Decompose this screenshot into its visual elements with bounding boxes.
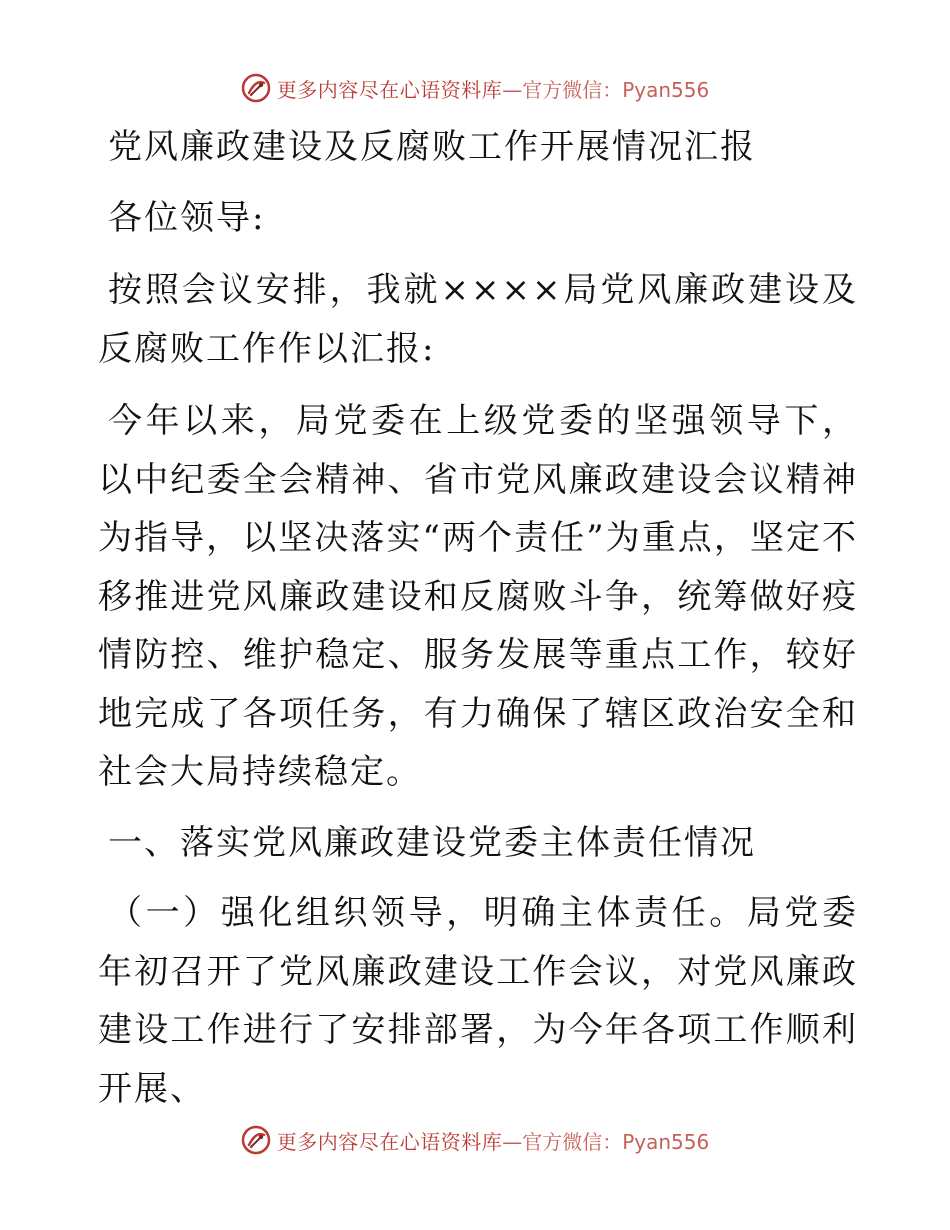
brand-logo-icon xyxy=(241,73,271,103)
body-paragraph: （一）强化组织领导，明确主体责任。局党委年初召开了党风廉政建设工作会议，对党风廉政建设工作进行了安排部署，为今年各项工作顺利开展、 xyxy=(98,893,858,1109)
watermark-footer xyxy=(0,1120,950,1160)
intro-paragraph: 按照会议安排，我就××××局党风廉政建设及反腐败工作作以汇报: xyxy=(98,270,858,369)
body-paragraph: 今年以来，局党委在上级党委的坚强领导下，以中纪委全会精神、省市党风廉政建设会议精神为指导，以坚决落实“两个责任”为重点，坚定不移推进党风廉政建设和反腐败斗争，统筹做好疫情防控、维护稳定、服务发展等重点工作，较好地完成了各项任务，有力确保了辖区政治安全和社会大局持续稳定。 xyxy=(98,401,858,792)
watermark-header xyxy=(0,68,950,108)
watermark-text: 更多内容尽在心语资料库 xyxy=(276,77,503,102)
document-body xyxy=(98,118,858,1118)
watermark-contact: —官方微信：Pyan556 xyxy=(502,77,710,102)
brand-logo-icon xyxy=(241,1125,271,1155)
section-heading: 一、落实党风廉政建设党委主体责任情况 xyxy=(108,822,756,863)
watermark-contact: —官方微信：Pyan556 xyxy=(502,1129,710,1154)
watermark-text: 更多内容尽在心语资料库 xyxy=(276,1129,503,1154)
greeting: 各位领导: xyxy=(108,197,266,238)
document-title: 党风廉政建设及反腐败工作开展情况汇报 xyxy=(108,127,756,167)
